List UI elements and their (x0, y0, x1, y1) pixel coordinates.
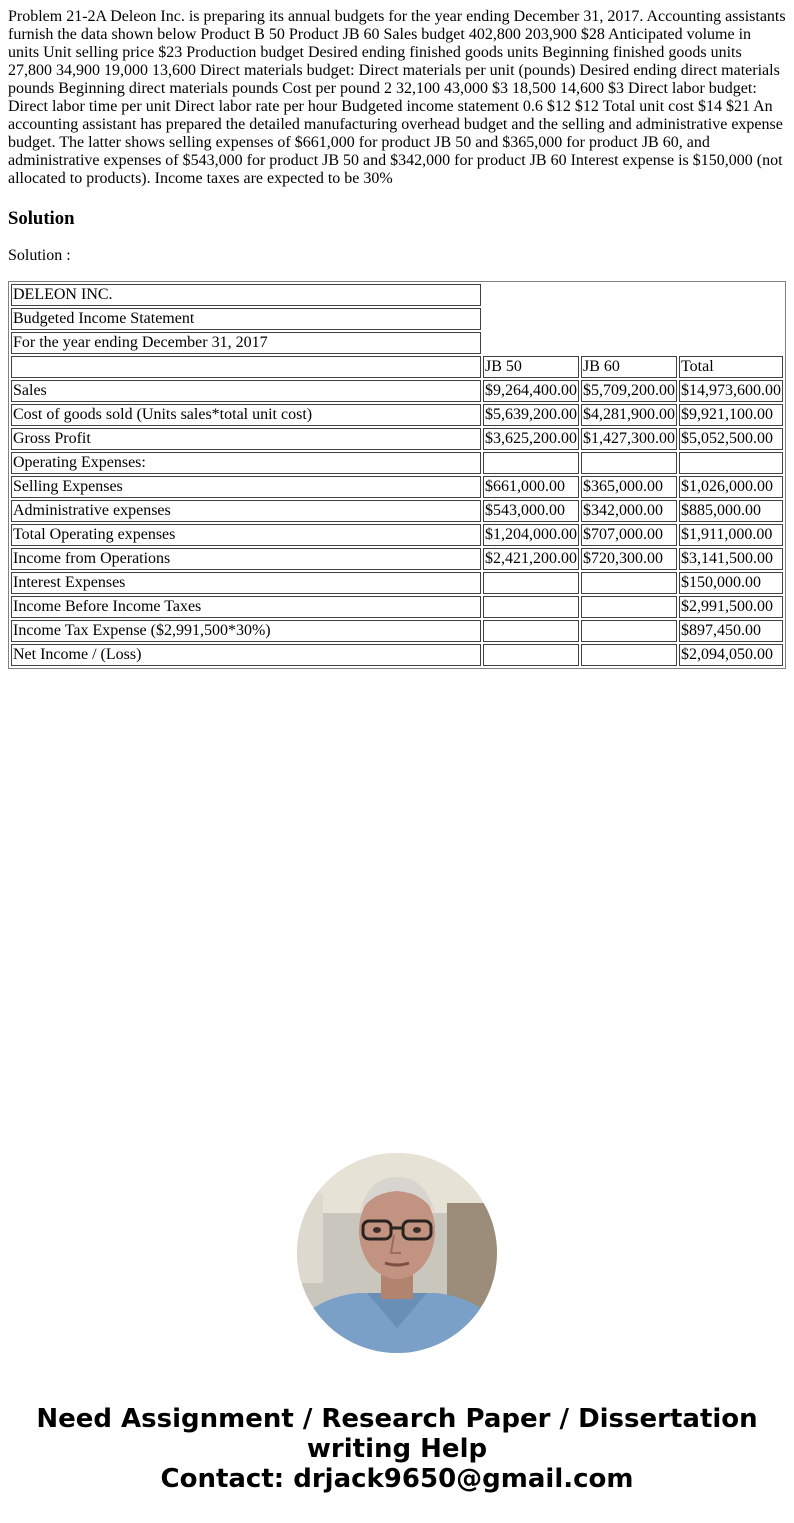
jb60-value (581, 452, 677, 474)
table-row (11, 524, 783, 546)
jb60-value (581, 620, 677, 642)
footer-contact: Contact: drjack9650@gmail.com (160, 1464, 634, 1494)
jb60-value: $5,709,200.00 (581, 380, 677, 402)
row-label: Income Tax Expense ($2,991,500*30%) (11, 620, 481, 642)
table-row (11, 644, 783, 666)
jb60-value (581, 596, 677, 618)
company-row (11, 284, 783, 306)
jb50-value (483, 644, 579, 666)
page-content (0, 0, 794, 669)
header-blank-cell (11, 356, 481, 378)
column-header-jb50: JB 50 (483, 356, 579, 378)
row-label: Operating Expenses: (11, 452, 481, 474)
table-row (11, 572, 783, 594)
jb60-value (581, 572, 677, 594)
row-label: Selling Expenses (11, 476, 481, 498)
period-row (11, 332, 783, 354)
jb50-value (483, 596, 579, 618)
total-value: $5,052,500.00 (679, 428, 783, 450)
tutor-portrait-icon (297, 1153, 497, 1353)
row-label: Sales (11, 380, 481, 402)
jb50-value (483, 572, 579, 594)
income-statement-table (8, 281, 786, 669)
statement-title: Budgeted Income Statement (11, 308, 481, 330)
column-header-total: Total (679, 356, 783, 378)
solution-intro: Solution : (8, 247, 71, 264)
total-value: $1,911,000.00 (679, 524, 783, 546)
jb50-value: $1,204,000.00 (483, 524, 579, 546)
jb60-value: $1,427,300.00 (581, 428, 677, 450)
problem-statement: Problem 21-2A Deleon Inc. is preparing its annual budgets for the year ending December 31, 2017. Accounting assistants furnish the data shown below Product B 50 Product JB 60 Sales budget 402,800 203,900 $28 Anticipated volume in units Unit selling price $23 Production budget Desired ending finished goods units Beginning finished goods units 27,800 34,900 19,000 13,600 Direct materials budget: Direct materials per unit (pounds) Desired ending direct materials pounds Beginning direct materials pounds Cost per pound 2 32,100 43,000 $3 18,500 14,600 $3 Direct labor budget: Direct labor time per unit Direct labor rate per hour Budgeted income statement 0.6 $12 $12 Total unit cost $14 $21 An accounting assistant has prepared the detailed manufacturing overhead budget and the selling and administrative expense budget. The latter shows selling expenses of $661,000 for product JB 50 and $365,000 for product JB 60, and administrative expenses of $543,000 for product JB 50 and $342,000 for product JB 60 Interest expense is $150,000 (not allocated to products). Income taxes are expected to be 30% (8, 8, 786, 187)
column-header-row (11, 356, 783, 378)
jb50-value: $543,000.00 (483, 500, 579, 522)
jb50-value: $9,264,400.00 (483, 380, 579, 402)
table-row (11, 404, 783, 426)
solution-heading: Solution (8, 208, 75, 229)
column-header-jb60: JB 60 (581, 356, 677, 378)
table-row (11, 380, 783, 402)
jb60-value: $720,300.00 (581, 548, 677, 570)
total-value: $885,000.00 (679, 500, 783, 522)
table-row (11, 428, 783, 450)
table-row (11, 500, 783, 522)
company-name: DELEON INC. (11, 284, 481, 306)
jb50-value: $661,000.00 (483, 476, 579, 498)
table-row (11, 596, 783, 618)
total-value: $9,921,100.00 (679, 404, 783, 426)
row-label: Income from Operations (11, 548, 481, 570)
row-label: Income Before Income Taxes (11, 596, 481, 618)
total-value: $2,094,050.00 (679, 644, 783, 666)
jb50-value: $3,625,200.00 (483, 428, 579, 450)
title-row (11, 308, 783, 330)
row-label: Administrative expenses (11, 500, 481, 522)
jb60-value (581, 644, 677, 666)
tutor-avatar (297, 1153, 497, 1353)
footer-line-2: writing Help (306, 1434, 488, 1464)
jb60-value: $707,000.00 (581, 524, 677, 546)
jb50-value (483, 452, 579, 474)
total-value: $1,026,000.00 (679, 476, 783, 498)
footer-line-1: Need Assignment / Research Paper / Dissertation (36, 1404, 758, 1434)
jb60-value: $4,281,900.00 (581, 404, 677, 426)
row-label: Interest Expenses (11, 572, 481, 594)
row-label: Cost of goods sold (Units sales*total unit cost) (11, 404, 481, 426)
jb50-value (483, 620, 579, 642)
statement-period: For the year ending December 31, 2017 (11, 332, 481, 354)
jb60-value: $365,000.00 (581, 476, 677, 498)
total-value: $3,141,500.00 (679, 548, 783, 570)
jb60-value: $342,000.00 (581, 500, 677, 522)
total-value (679, 452, 783, 474)
table-row (11, 476, 783, 498)
total-value: $14,973,600.00 (679, 380, 783, 402)
jb50-value: $5,639,200.00 (483, 404, 579, 426)
total-value: $2,991,500.00 (679, 596, 783, 618)
footer-banner (0, 1404, 794, 1494)
total-value: $150,000.00 (679, 572, 783, 594)
table-row (11, 620, 783, 642)
jb50-value: $2,421,200.00 (483, 548, 579, 570)
row-label: Gross Profit (11, 428, 481, 450)
row-label: Total Operating expenses (11, 524, 481, 546)
table-row (11, 548, 783, 570)
table-row (11, 452, 783, 474)
row-label: Net Income / (Loss) (11, 644, 481, 666)
total-value: $897,450.00 (679, 620, 783, 642)
